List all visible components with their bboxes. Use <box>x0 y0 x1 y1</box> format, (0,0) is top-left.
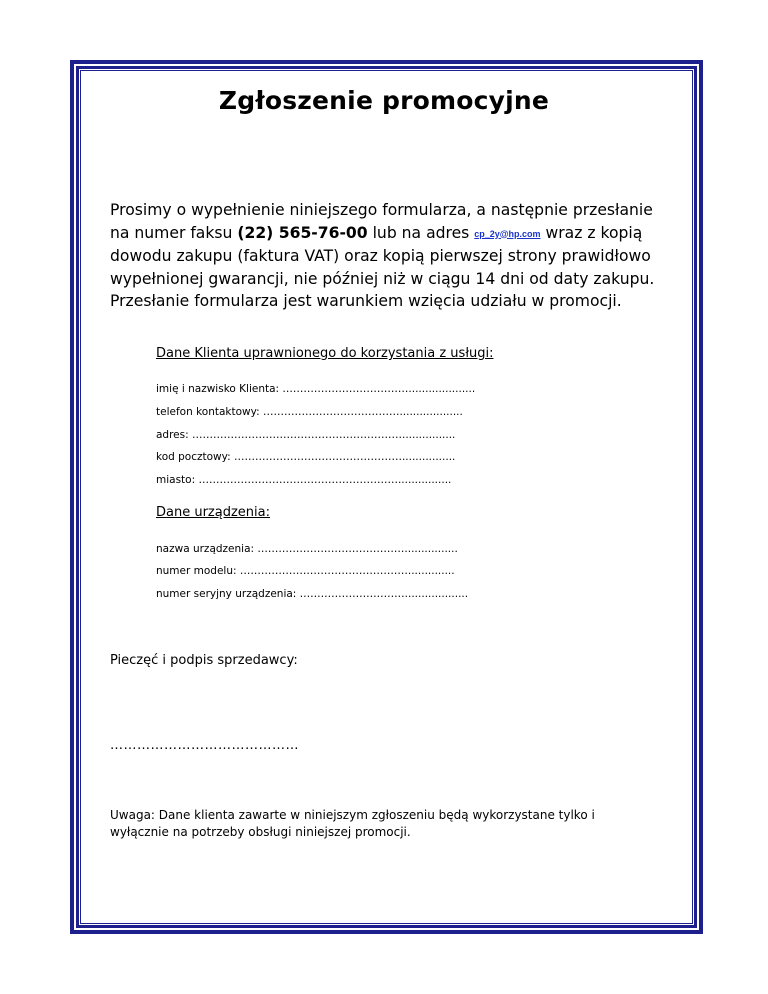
client-address-field[interactable]: adres: ……………………………………………………................ <box>156 429 456 441</box>
device-serial-field[interactable]: numer seryjny urządzenia: …………………………................... <box>156 588 469 600</box>
device-model-field[interactable]: numer modelu: ………………………………………….............. <box>156 565 455 577</box>
device-name-field[interactable]: nazwa urządzenia: ……………………………………................ <box>156 543 458 555</box>
signature-line[interactable]: …………………………………… <box>110 738 299 753</box>
intro-text-3: wraz z kopią dowodu zakupu (faktura VAT) oraz kopią pierwszej strony prawidłowo wypełnionej gwarancji, nie później niż w ciągu 14 dni od daty zakupu. Przesłanie formularza jest warunkiem wzięcia udziału w promocji. <box>110 223 655 310</box>
client-postcode-field[interactable]: kod pocztowy: …………………………………………................ <box>156 451 456 463</box>
email-link[interactable]: cp_2y@hp.com <box>474 228 541 239</box>
device-section-heading: Dane urządzenia: <box>156 505 270 520</box>
client-name-field[interactable]: imię i nazwisko Klienta: ……………………………….................... <box>156 383 476 395</box>
page-title: Zgłoszenie promocyjne <box>218 86 550 115</box>
seal-signature-label: Pieczęć i podpis sprzedawcy: <box>110 653 298 668</box>
client-city-field[interactable]: miasto: …………………………………………………................ <box>156 474 452 486</box>
privacy-note: Uwaga: Dane klienta zawarte w niniejszym zgłoszeniu będą wykorzystane tylko i wyłącznie na potrzeby obsługi niniejszej promocji. <box>110 808 595 839</box>
client-phone-field[interactable]: telefon kontaktowy: …………………………………................... <box>156 406 463 418</box>
intro-text-2: lub na adres <box>367 223 475 242</box>
intro-paragraph <box>110 199 670 313</box>
fax-number: (22) 565-76-00 <box>237 223 368 242</box>
client-section-heading: Dane Klienta uprawnionego do korzystania z usługi: <box>156 346 494 361</box>
intro-text-1: Prosimy o wypełnienie niniejszego formularza, a następnie przesłanie na numer faksu <box>110 201 653 242</box>
